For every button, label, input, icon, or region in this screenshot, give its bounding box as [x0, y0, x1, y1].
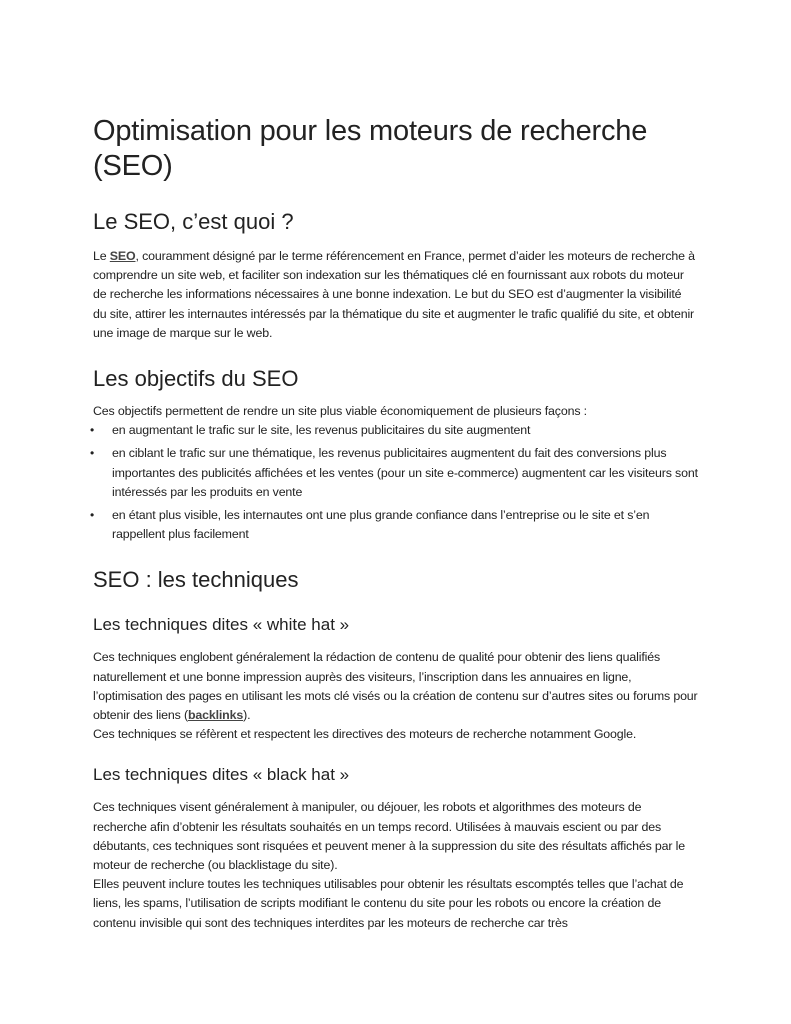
list-item-text: en étant plus visible, les internautes ont une plus grande confiance dans l’entreprise ou le site et s’en rappellent plus facilement: [112, 508, 650, 542]
bullet-icon: •: [90, 508, 95, 523]
page-title: Optimisation pour les moteurs de recherche (SEO): [93, 115, 648, 182]
list-item: [90, 421, 698, 440]
seo-definition-text-start: Le: [93, 249, 110, 263]
list-item: [90, 444, 698, 502]
white-hat-paragraph-2: Ces techniques se réfèrent et respectent les directives des moteurs de recherche notamment Google.: [93, 727, 637, 742]
bullet-icon: •: [90, 446, 95, 461]
seo-link[interactable]: SEO: [109, 249, 136, 263]
section-heading-seo-definition: Le SEO, c’est quoi ?: [93, 209, 294, 234]
subheading-black-hat: Les techniques dites « black hat »: [93, 765, 350, 785]
objectives-intro: Ces objectifs permettent de rendre un site plus viable économiquement de plusieurs façons :: [93, 404, 587, 419]
section-heading-objectives: Les objectifs du SEO: [93, 366, 299, 392]
white-hat-paragraph: [93, 648, 698, 725]
white-hat-text-end: ).: [243, 708, 251, 723]
objectives-list: [90, 421, 698, 544]
list-item-text: en ciblant le trafic sur une thématique, les revenus publicitaires augmentent du fait des conversions plus importantes des publicités affichées et les ventes (pour un site e-commerce) augmentent car les visiteurs sont intéressés par les produits en vente: [112, 446, 698, 499]
black-hat-paragraph: Ces techniques visent généralement à manipuler, ou déjouer, les robots et algorithmes des moteurs de recherche afin d’obtenir les résultats souhaités en un temps record. Utilisées à mauvais escient ou par des débutants, ces techniques sont risquées et peuvent mener à la suppression du site des résultats affichés par le moteur de recherche (ou blacklistage du site).: [93, 800, 686, 873]
section-heading-techniques: SEO : les techniques: [93, 567, 299, 593]
backlinks-link[interactable]: backlinks: [187, 708, 244, 723]
white-hat-text-start: Ces techniques englobent généralement la rédaction de contenu de qualité pour obtenir des liens qualifiés naturellement et une bonne impression auprès des visiteurs, l’inscription dans les annuaires en ligne, l’optimisation des pages en utilisant les mots clé visés ou la création de contenu sur d’autres sites ou forums pour obtenir des liens (: [93, 650, 698, 723]
subheading-white-hat: Les techniques dites « white hat »: [93, 615, 350, 635]
black-hat-paragraph-2: Elles peuvent inclure toutes les techniques utilisables pour obtenir les résultats escomptés telles que l’achat de liens, les spams, l’utilisation de scripts modifiant le contenu du site pour les robots ou encore la création de contenu invisible qui sont des techniques interdites par les moteurs de recherche car très: [93, 877, 684, 930]
seo-definition-paragraph: [93, 247, 698, 343]
bullet-icon: •: [90, 423, 95, 438]
seo-definition-text-rest: , couramment désigné par le terme référencement en France, permet d’aider les moteurs de recherche à comprendre un site web, et faciliter son indexation sur les thématiques clé en fournissant aux robots du moteur de recherche les informations nécessaires à une bonne indexation. Le but du SEO est d’augmenter la visibilité du site, attirer les internautes intéressés par la thématique du site et augmenter le trafic qualifié du site, et obtenir une image de marque sur le web.: [93, 249, 695, 340]
list-item: [90, 506, 698, 544]
document-page: [90, 114, 698, 933]
list-item-text: en augmentant le trafic sur le site, les revenus publicitaires du site augmentent: [112, 423, 531, 438]
